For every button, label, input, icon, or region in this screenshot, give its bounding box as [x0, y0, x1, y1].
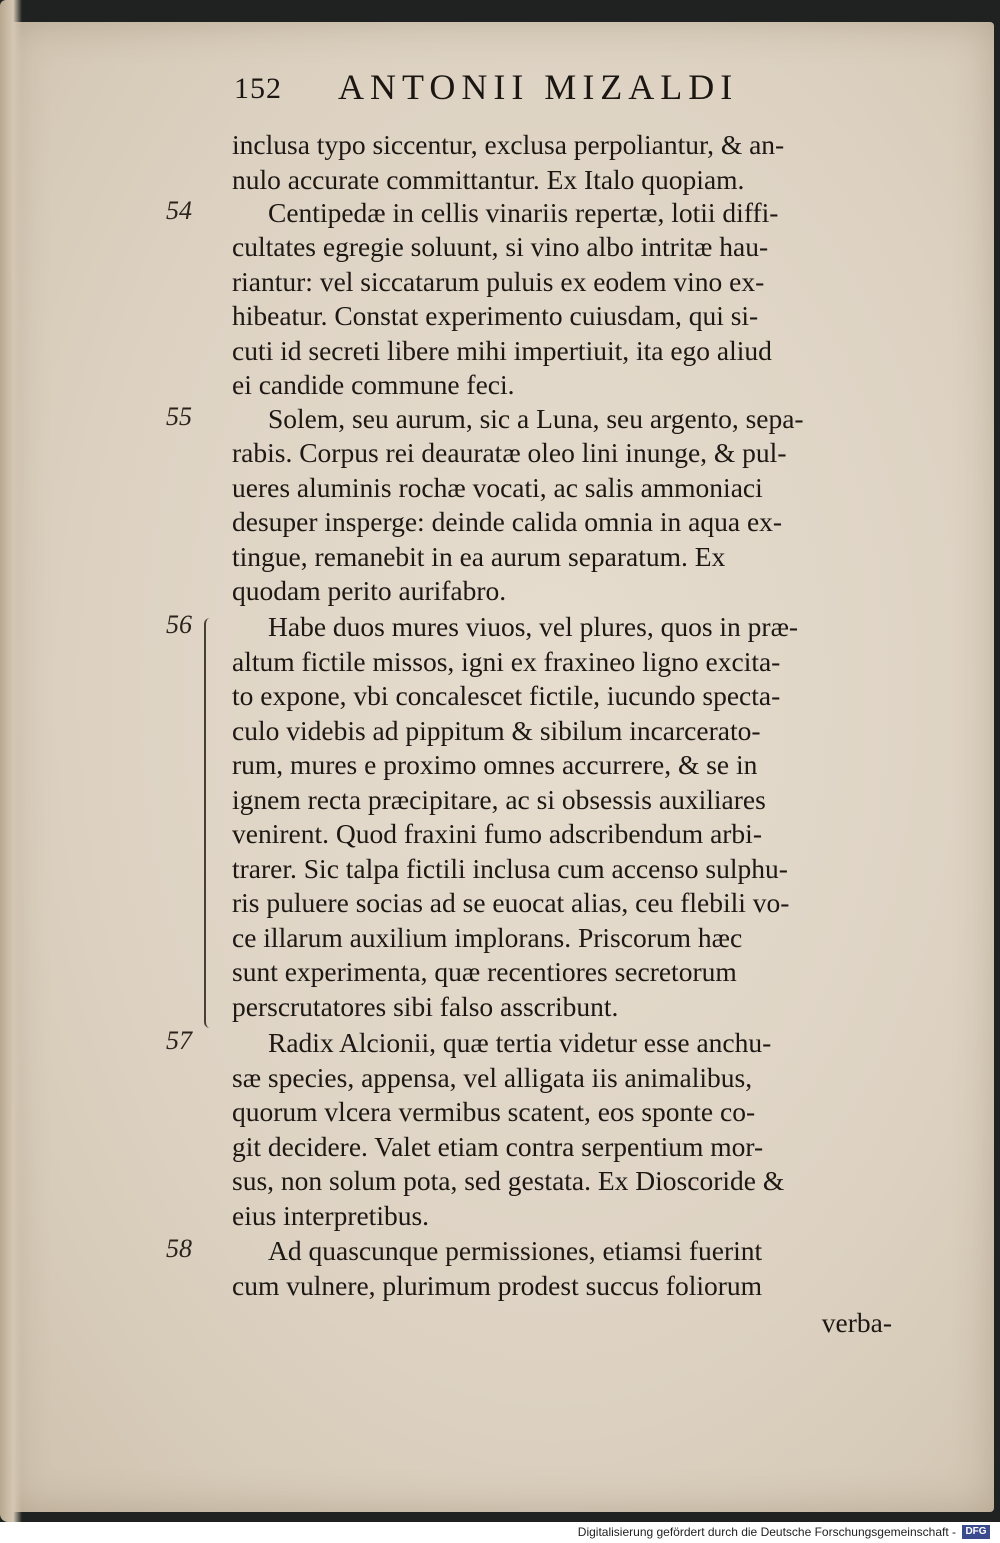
text-line: riantur: vel siccatarum puluis ex eodem vino ex-	[232, 266, 765, 297]
text-line: sæ species, appensa, vel alligata iis animalibus,	[232, 1062, 753, 1093]
margin-number: 54	[166, 196, 192, 225]
margin-number: 57	[166, 1026, 192, 1055]
text-line: sus, non solum pota, sed gestata. Ex Dioscoride &	[232, 1165, 785, 1196]
text-line: cultates egregie soluunt, si vino albo intritæ hau-	[232, 231, 769, 262]
text-line: ueres aluminis rochæ vocati, ac salis ammoniaci	[232, 472, 763, 503]
margin-number: 58	[166, 1234, 192, 1263]
funding-credit: Digitalisierung gefördert durch die Deutsche Forschungsgemeinschaft -	[577, 1525, 956, 1539]
text-line: ignem recta præcipitare, ac si obsessis auxiliares	[232, 784, 766, 815]
text-line: cum vulnere, plurimum prodest succus foliorum	[232, 1270, 763, 1301]
text-line: culo videbis ad pippitum & sibilum incarcerato-	[232, 715, 761, 746]
text-line: cuti id secreti libere mihi impertiuit, ita ego aliud	[232, 335, 772, 366]
text-line: Habe duos mures viuos, vel plures, quos in præ-	[268, 611, 799, 642]
text-line: to expone, vbi concalescet fictile, iucundo specta-	[232, 680, 781, 711]
text-line: quorum vlcera vermibus scatent, eos sponte co-	[232, 1096, 756, 1127]
page-edge-shadow	[0, 0, 22, 1522]
margin-number: 55	[166, 402, 192, 431]
text-line: Centipedæ in cellis vinariis repertæ, lotii diffi-	[268, 197, 779, 228]
text-line: perscrutatores sibi falso asscribunt.	[232, 991, 619, 1022]
running-title: ANTONII MIZALDI	[338, 67, 739, 107]
digitization-footer	[0, 1522, 1000, 1543]
text-line: hibeatur. Constat experimento cuiusdam, qui si-	[232, 300, 759, 331]
text-line: eius interpretibus.	[232, 1200, 430, 1231]
text-line: trarer. Sic talpa fictili inclusa cum accenso sulphu-	[232, 853, 788, 884]
text-line: quodam perito aurifabro.	[232, 575, 507, 606]
text-line: venirent. Quod fraxini fumo adscribendum arbi-	[232, 818, 762, 849]
dfg-logo: DFG	[962, 1525, 990, 1539]
page-number: 152	[234, 72, 282, 105]
text-line: nulo accurate committantur. Ex Italo quopiam.	[232, 164, 745, 195]
margin-bracket	[204, 618, 216, 1028]
text-line: Solem, seu aurum, sic a Luna, seu argento, sepa-	[268, 403, 804, 434]
text-line: rum, mures e proximo omnes accurrere, & se in	[232, 749, 758, 780]
text-line: inclusa typo siccentur, exclusa perpoliantur, & an-	[232, 129, 785, 160]
text-line: Radix Alcionii, quæ tertia videtur esse anchu-	[268, 1027, 772, 1058]
text-line: rabis. Corpus rei deauratæ oleo lini inunge, & pul-	[232, 437, 787, 468]
running-head	[234, 66, 834, 116]
catchword: verba-	[821, 1307, 892, 1338]
text-line: ce illarum auxilium implorans. Priscorum hæc	[232, 922, 743, 953]
text-line: ris puluere socias ad se euocat alias, ceu flebili vo-	[232, 887, 790, 918]
margin-number: 56	[166, 610, 192, 639]
text-line: altum fictile missos, igni ex fraxineo ligno excita-	[232, 646, 781, 677]
text-line: tingue, remanebit in ea aurum separatum. Ex	[232, 541, 726, 572]
text-line: git decidere. Valet etiam contra serpentium mor-	[232, 1131, 764, 1162]
text-line: ei candide commune feci.	[232, 369, 515, 400]
text-line: desuper insperge: deinde calida omnia in aqua ex-	[232, 506, 783, 537]
text-line: Ad quascunque permissiones, etiamsi fuerint	[268, 1235, 763, 1266]
text-line: sunt experimenta, quæ recentiores secretorum	[232, 956, 737, 987]
